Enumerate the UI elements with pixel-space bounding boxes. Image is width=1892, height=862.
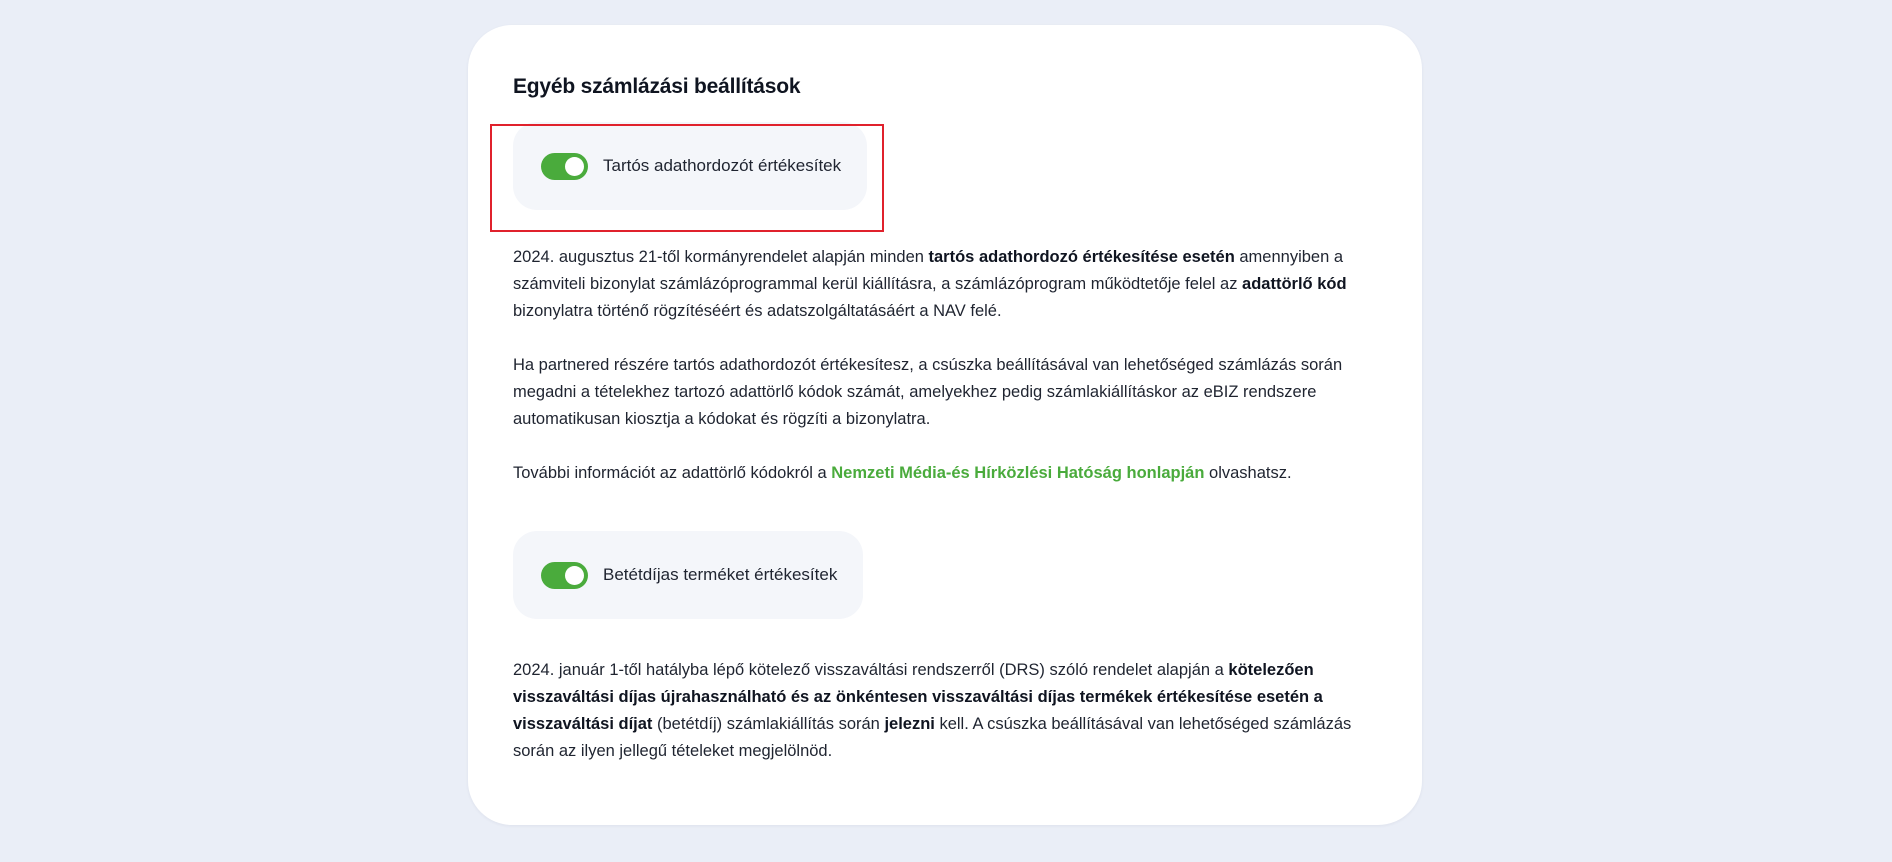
toggle-knob xyxy=(565,566,584,585)
deposit-toggle-row[interactable] xyxy=(513,531,863,619)
text-segment: kell. A csúszka beállításával van lehetőséged számlázás során az ilyen jellegű tételeket megjelölnöd. xyxy=(513,715,1352,760)
durable-media-info-paragraph-2: Ha partnered részére tartós adathordozót értékesítesz, a csúszka beállításával van lehetőséged számlázás során megadni a tételekhez tartozó adattörlő kódok számát, amelyekhez pedig számlakiállításkor az eBIZ rendszere automatikusan kiosztja a kódokat és rögzíti a bizonylatra. xyxy=(513,356,1343,428)
text-segment: (betétdíj) számlakiállítás során xyxy=(652,715,885,733)
deposit-toggle-switch[interactable] xyxy=(541,562,588,589)
nmhh-website-link[interactable]: Nemzeti Média-és Hírközlési Hatóság honlapján xyxy=(831,464,1205,482)
text-segment: 2024. augusztus 21-től kormányrendelet alapján minden xyxy=(513,248,929,266)
text-segment: amennyiben a számviteli bizonylat számlázóprogrammal kerül kiállításra, a számlázóprogram működtetője felel az xyxy=(513,248,1344,293)
bold-segment: jelezni xyxy=(884,715,935,733)
durable-media-toggle-row[interactable] xyxy=(513,122,867,210)
durable-media-toggle-switch[interactable] xyxy=(541,153,588,180)
durable-media-toggle-label: Tartós adathordozót értékesítek xyxy=(603,156,842,175)
text-segment: bizonylatra történő rögzítéséért és adatszolgáltatásáért a NAV felé. xyxy=(513,302,1002,320)
text-segment: További információt az adattörlő kódokról a xyxy=(513,464,832,482)
billing-settings-card xyxy=(468,25,1422,825)
durable-media-info-paragraph-3 xyxy=(513,460,1377,487)
deposit-info-paragraph xyxy=(513,657,1377,765)
text-segment: 2024. január 1-től hatályba lépő kötelező visszaváltási rendszerről (DRS) szóló rendelet alapján a xyxy=(513,661,1229,679)
durable-media-info-paragraph-1 xyxy=(513,244,1377,325)
bold-segment: adattörlő kód xyxy=(1242,275,1347,293)
deposit-toggle-label: Betétdíjas terméket értékesítek xyxy=(603,565,838,584)
text-segment: olvashatsz. xyxy=(1204,464,1292,482)
bold-segment: tartós adathordozó értékesítése esetén xyxy=(928,248,1235,266)
section-title: Egyéb számlázási beállítások xyxy=(513,75,801,98)
bold-segment: kötelezően visszaváltási díjas újrahasználható és az önkéntesen visszaváltási díjas termékek értékesítése esetén a visszaváltási díjat xyxy=(513,661,1323,733)
toggle-knob xyxy=(565,157,584,176)
